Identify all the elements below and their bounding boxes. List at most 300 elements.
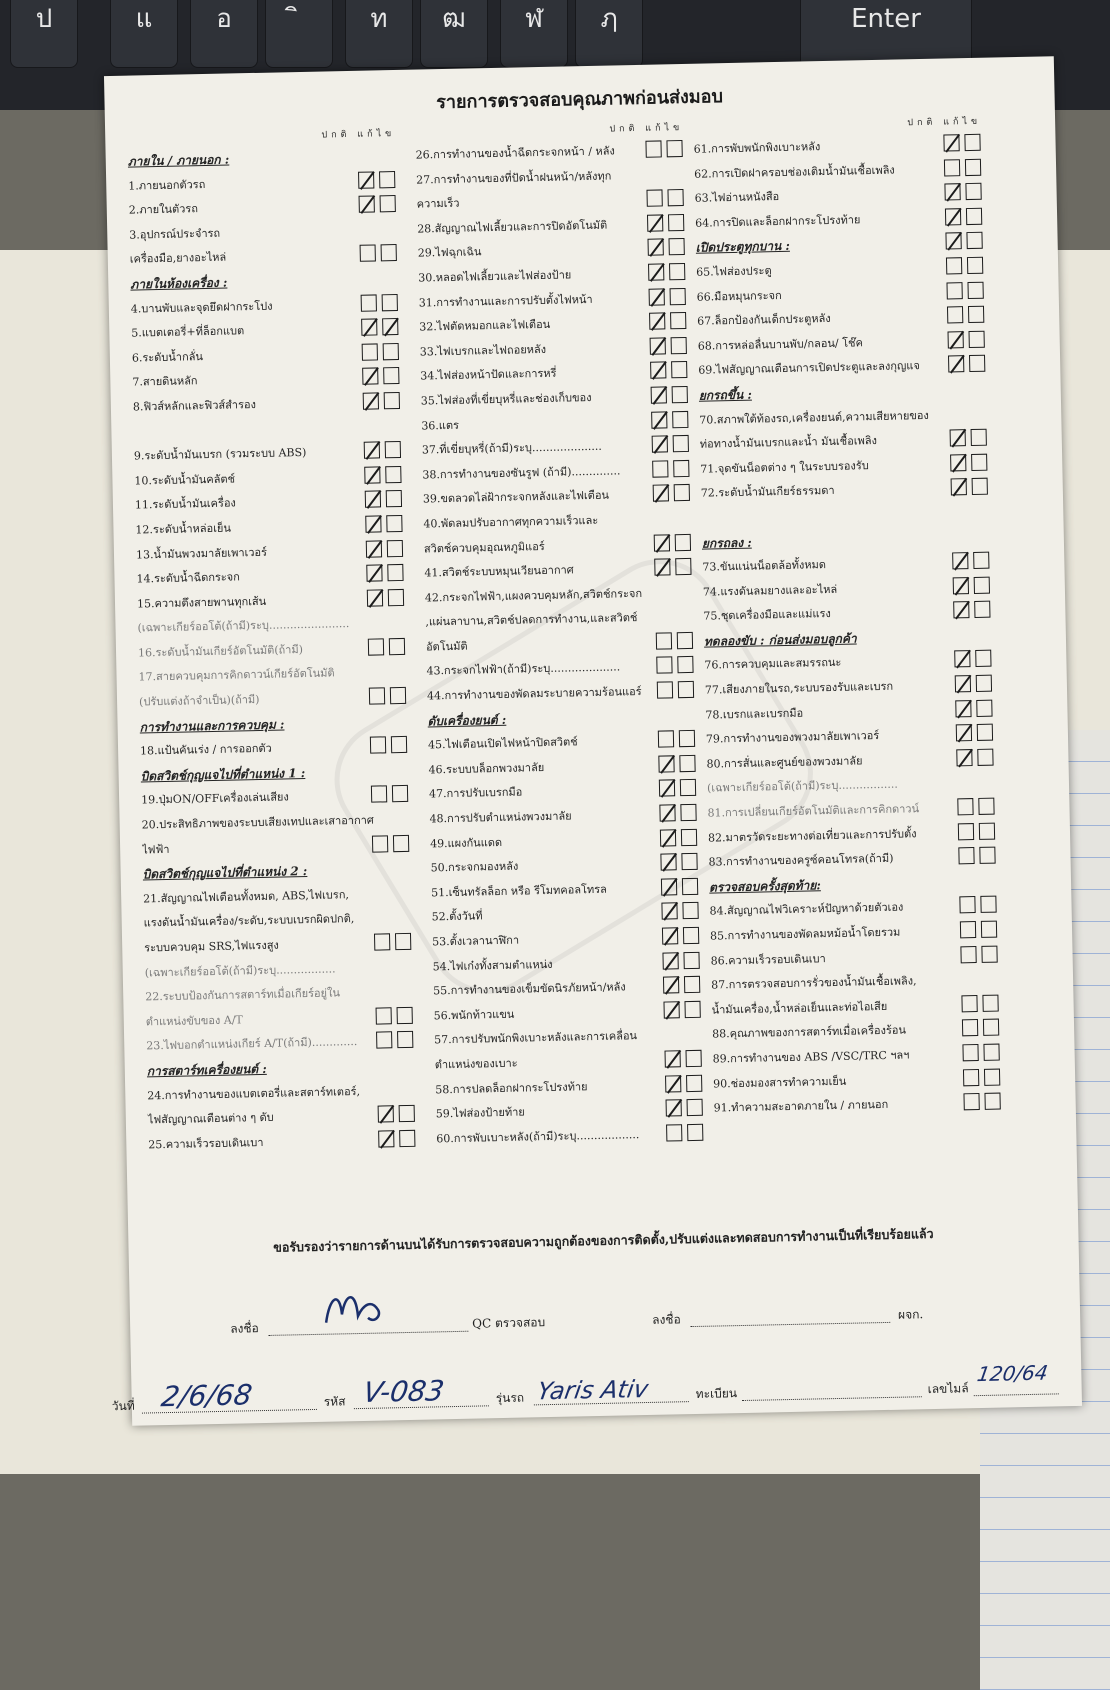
normal-checkbox[interactable] xyxy=(654,558,670,575)
normal-checkbox[interactable] xyxy=(944,159,960,176)
fixed-checkbox[interactable] xyxy=(667,189,683,206)
normal-checkbox[interactable] xyxy=(367,589,383,606)
fixed-checkbox[interactable] xyxy=(382,294,398,311)
normal-checkbox[interactable] xyxy=(364,466,380,483)
checklist-item-text: 62.การเปิดฝาครอบช่องเติมน้ำมันเชื้อเพลิง xyxy=(694,163,895,181)
fixed-checkbox[interactable] xyxy=(682,878,698,895)
checklist-item-text: 5.แบตเตอรี่+ที่ล็อกแบต xyxy=(131,324,245,340)
normal-checkbox[interactable] xyxy=(645,140,661,157)
status-checkboxes xyxy=(651,410,691,430)
normal-checkbox[interactable] xyxy=(372,835,388,852)
status-checkboxes xyxy=(944,158,984,178)
form-title: รายการตรวจสอบคุณภาพก่อนส่งมอบ xyxy=(436,86,724,114)
normal-checkbox[interactable] xyxy=(950,454,966,471)
fixed-checkbox[interactable] xyxy=(674,484,690,501)
normal-checkbox[interactable] xyxy=(958,823,974,840)
checklist-item-text: 14.ระดับน้ำฉีดกระจก xyxy=(136,570,240,586)
checklist-item-text: ,แผ่นลาบาน,สวิตช์ปลดการทำงาน,และสวิตช์ xyxy=(425,611,638,629)
model-label: รุ่นรถ xyxy=(495,1390,525,1406)
normal-checkbox[interactable] xyxy=(647,214,663,231)
fixed-checkbox[interactable] xyxy=(680,804,696,821)
fixed-checkbox[interactable] xyxy=(681,828,697,845)
fixed-checkbox[interactable] xyxy=(968,330,984,347)
fixed-checkbox[interactable] xyxy=(983,1019,999,1036)
status-checkboxes xyxy=(659,779,699,799)
status-checkboxes xyxy=(945,232,985,252)
normal-checkbox[interactable] xyxy=(660,829,676,846)
normal-checkbox[interactable] xyxy=(378,1105,394,1122)
fixed-checkbox[interactable] xyxy=(670,288,686,305)
column-2 xyxy=(415,116,707,1152)
checklist-item-text: 80.การสั่นและศูนย์ของพวงมาลัย xyxy=(706,754,863,771)
fixed-checkbox[interactable] xyxy=(968,306,984,323)
checklist-item-text: เครื่องมือ,ยางอะไหล่ xyxy=(129,250,227,266)
checklist-item-text: 6.ระดับน้ำกลั่น xyxy=(131,349,204,365)
checklist-item-text: 20.ประสิทธิภาพของระบบเสียงเทปและเสาอากาศ xyxy=(141,813,374,832)
checklist-item-text: 25.ความเร็วรอบเดินเบา xyxy=(148,1135,264,1152)
fixed-checkbox[interactable] xyxy=(397,1007,413,1024)
checklist-item-text: 34.ไฟส่องหน้าปัดและการหรี่ xyxy=(420,367,557,383)
status-checkboxes xyxy=(948,355,988,375)
normal-checkbox[interactable] xyxy=(962,1044,978,1061)
status-checkboxes xyxy=(650,361,690,381)
fixed-checkbox[interactable] xyxy=(973,552,989,569)
status-checkboxes xyxy=(958,847,998,867)
fixed-checkbox[interactable] xyxy=(974,601,990,618)
fixed-checkbox[interactable] xyxy=(669,263,685,280)
normal-checkbox[interactable] xyxy=(361,294,377,311)
normal-checkbox[interactable] xyxy=(658,731,674,748)
checklist-item-text: ตำแหน่งของเบาะ xyxy=(434,1056,518,1072)
fixed-checkbox[interactable] xyxy=(685,1050,701,1067)
fixed-checkbox[interactable] xyxy=(984,1068,1000,1085)
normal-checkbox[interactable] xyxy=(959,896,975,913)
fixed-checkbox[interactable] xyxy=(672,386,688,403)
status-checkboxes xyxy=(955,675,995,695)
normal-checkbox[interactable] xyxy=(666,1099,682,1116)
checklist-item-text: 22.ระบบป้องกันการสตาร์ทเมื่อเกียร์อยู่ใน xyxy=(145,986,341,1004)
status-checkboxes xyxy=(658,730,698,750)
qc-label: QC ตรวจสอบ xyxy=(472,1315,546,1331)
normal-checkbox[interactable] xyxy=(368,638,384,655)
status-checkboxes xyxy=(950,453,990,473)
fixed-checkbox[interactable] xyxy=(979,822,995,839)
status-checkboxes xyxy=(661,902,701,922)
fixed-checkbox[interactable] xyxy=(675,533,691,550)
checklist-item-text: 75.ชุดเครื่องมือและแม่แรง xyxy=(703,607,831,623)
fixed-checkbox[interactable] xyxy=(666,140,682,157)
fixed-checkbox[interactable] xyxy=(981,921,997,938)
normal-checkbox[interactable] xyxy=(359,196,375,213)
fixed-checkbox[interactable] xyxy=(668,214,684,231)
checklist-item-text: 11.ระดับน้ำมันเครื่อง xyxy=(134,496,237,512)
normal-checkbox[interactable] xyxy=(365,515,381,532)
fixed-checkbox[interactable] xyxy=(384,392,400,409)
fixed-checkbox[interactable] xyxy=(976,699,992,716)
checklist-item-text: 15.ความตึงสายพานทุกเส้น xyxy=(136,594,267,611)
normal-checkbox[interactable] xyxy=(658,755,674,772)
status-checkboxes xyxy=(656,632,696,652)
normal-checkbox[interactable] xyxy=(958,847,974,864)
fixed-checkbox[interactable] xyxy=(974,576,990,593)
normal-checkbox[interactable] xyxy=(662,927,678,944)
normal-checkbox[interactable] xyxy=(947,331,963,348)
checklist-item-text: 76.การควบคุมและสมรรถนะ xyxy=(704,656,842,673)
status-checkboxes xyxy=(372,834,412,854)
normal-checkbox[interactable] xyxy=(666,1124,682,1141)
fixed-checkbox[interactable] xyxy=(979,847,995,864)
normal-checkbox[interactable] xyxy=(946,282,962,299)
status-checkboxes xyxy=(658,755,698,775)
normal-checkbox[interactable] xyxy=(364,442,380,459)
normal-checkbox[interactable] xyxy=(957,798,973,815)
fixed-checkbox[interactable] xyxy=(969,355,985,372)
normal-checkbox[interactable] xyxy=(374,933,390,950)
status-checkboxes xyxy=(364,466,404,486)
fixed-checkbox[interactable] xyxy=(967,257,983,274)
section-heading-text: เปิดประตูทุกบาน : xyxy=(695,239,790,256)
fixed-checkbox[interactable] xyxy=(673,460,689,477)
status-checkboxes xyxy=(361,293,401,313)
fixed-checkbox[interactable] xyxy=(965,183,981,200)
normal-checkbox[interactable] xyxy=(650,362,666,379)
date-value: 2/6/68 xyxy=(159,1378,255,1414)
normal-checkbox[interactable] xyxy=(649,288,665,305)
normal-checkbox[interactable] xyxy=(661,878,677,895)
fixed-checkbox[interactable] xyxy=(687,1124,703,1141)
normal-checkbox[interactable] xyxy=(376,1007,392,1024)
fixed-checkbox[interactable] xyxy=(679,755,695,772)
keyboard-key: ฦ xyxy=(575,0,643,68)
normal-checkbox[interactable] xyxy=(945,208,961,225)
normal-checkbox[interactable] xyxy=(955,675,971,692)
normal-checkbox[interactable] xyxy=(366,564,382,581)
fixed-checkbox[interactable] xyxy=(981,945,997,962)
mileage-line xyxy=(974,1392,1059,1396)
checklist-item-text: 18.แป้นคันเร่ง / การออกตัว xyxy=(139,741,272,758)
checklist-item-text: 41.สวิตช์ระบบหมุนเวียนอากาศ xyxy=(424,563,574,580)
status-checkboxes xyxy=(963,1093,1003,1113)
checklist-item-text: 43.กระจกไฟฟ้า(ถ้ามี)ระบุ.................... xyxy=(426,660,621,678)
fixed-checkbox[interactable] xyxy=(386,490,402,507)
status-checkboxes xyxy=(960,921,1000,941)
checklist-item-text: 81.การเปลี่ยนเกียร์อัตโนมัติและการคิกดาวน์ xyxy=(707,802,920,820)
fixed-checkbox[interactable] xyxy=(982,994,998,1011)
status-checkboxes xyxy=(645,140,685,160)
checklist-item-text: 67.ล็อกป้องกันเด็กประตูหลัง xyxy=(697,312,831,328)
checklist-item-text: 84.สัญญาณไฟวิเคราะห์ปัญหาด้วยตัวเอง xyxy=(709,900,904,919)
fixed-checkbox[interactable] xyxy=(975,650,991,667)
fixed-checkbox[interactable] xyxy=(390,687,406,704)
checklist-item-text: 86.ความเร็วรอบเดินเบา xyxy=(710,951,826,968)
fixed-checkbox[interactable] xyxy=(971,429,987,446)
fixed-checkbox[interactable] xyxy=(967,281,983,298)
status-checkboxes xyxy=(952,552,992,572)
fixed-checkbox[interactable] xyxy=(381,244,397,261)
status-checkboxes xyxy=(666,1099,706,1119)
checklist-item-text: 82.มาตรวัดระยะทางต่อเที่ยวและการปรับตั้ง xyxy=(707,826,917,845)
fixed-checkbox[interactable] xyxy=(965,158,981,175)
normal-checkbox[interactable] xyxy=(376,1032,392,1049)
fixed-checkbox[interactable] xyxy=(392,785,408,802)
fixed-checkbox[interactable] xyxy=(393,835,409,852)
keyboard-key: ป xyxy=(10,0,78,68)
normal-checkbox[interactable] xyxy=(661,903,677,920)
fixed-checkbox[interactable] xyxy=(391,736,407,753)
fixed-checkbox[interactable] xyxy=(388,589,404,606)
normal-checkbox[interactable] xyxy=(951,478,967,495)
fixed-checkbox[interactable] xyxy=(972,478,988,495)
fixed-checkbox[interactable] xyxy=(386,515,402,532)
fixed-checkbox[interactable] xyxy=(978,798,994,815)
checklist-item xyxy=(713,1091,1003,1122)
fixed-checkbox[interactable] xyxy=(670,312,686,329)
fixed-checkbox[interactable] xyxy=(385,466,401,483)
status-checkboxes xyxy=(659,804,699,824)
checklist-item-text: 26.การทำงานของน้ำฉีดกระจกหน้า / หลัง xyxy=(415,144,615,162)
checklist-item-text: 30.หลอดไฟเลี้ยวและไฟส่องป้าย xyxy=(418,268,572,285)
fixed-checkbox[interactable] xyxy=(383,343,399,360)
checklist-item-text: 64.การปิดและล็อกฝากระโปรงท้าย xyxy=(695,213,861,230)
normal-checkbox[interactable] xyxy=(371,786,387,803)
checklist-item-text: 13.น้ำมันพวงมาลัยเพาเวอร์ xyxy=(135,545,268,562)
status-checkboxes xyxy=(652,435,692,455)
fixed-checkbox[interactable] xyxy=(977,748,993,765)
fixed-checkbox[interactable] xyxy=(686,1074,702,1091)
checklist-item-text: 8.ฟิวส์หลักและฟิวส์สำรอง xyxy=(132,397,257,414)
normal-checkbox[interactable] xyxy=(945,233,961,250)
normal-checkbox[interactable] xyxy=(962,1019,978,1036)
normal-checkbox[interactable] xyxy=(960,946,976,963)
fixed-checkbox[interactable] xyxy=(395,933,411,950)
normal-checkbox[interactable] xyxy=(652,460,668,477)
section-heading-text: ยกรถขึ้น : xyxy=(698,387,752,403)
checklist-item-text: 77.เสียงภายในรถ,ระบบรองรับและเบรก xyxy=(704,679,894,697)
fixed-checkbox[interactable] xyxy=(980,896,996,913)
checklist-item-text: 65.ไฟส่องประตู xyxy=(696,264,772,279)
checklist-form xyxy=(104,56,1082,1426)
fixed-checkbox[interactable] xyxy=(683,951,699,968)
checklist-item-text: 70.สภาพใต้ท้องรถ,เครื่องยนต์,ความเสียหายของ xyxy=(699,408,929,427)
normal-checkbox[interactable] xyxy=(652,435,668,452)
normal-checkbox[interactable] xyxy=(656,657,672,674)
normal-checkbox[interactable] xyxy=(664,1050,680,1067)
fixed-checkbox[interactable] xyxy=(976,675,992,692)
fixed-checkbox[interactable] xyxy=(687,1099,703,1116)
normal-checkbox[interactable] xyxy=(650,337,666,354)
sign-label: ลงชื่อ xyxy=(230,1321,259,1336)
status-checkboxes xyxy=(653,484,693,504)
status-checkboxes xyxy=(646,189,686,209)
status-checkboxes xyxy=(953,576,993,596)
checklist-item-text: 31.การทำงานและการปรับตั้งไฟหน้า xyxy=(418,292,593,310)
checklist-item-text: 3.อุปกรณ์ประจำรถ xyxy=(129,226,221,242)
checklist-item-text: 52.ตั้งวันที่ xyxy=(431,909,483,924)
normal-checkbox[interactable] xyxy=(660,853,676,870)
normal-checkbox[interactable] xyxy=(663,976,679,993)
fixed-checkbox[interactable] xyxy=(677,632,693,649)
fixed-checkbox[interactable] xyxy=(671,361,687,378)
normal-checkbox[interactable] xyxy=(365,491,381,508)
fixed-checkbox[interactable] xyxy=(966,208,982,225)
normal-checkbox[interactable] xyxy=(663,1001,679,1018)
normal-checkbox[interactable] xyxy=(954,651,970,668)
section-heading-text: ยกรถลง : xyxy=(701,535,752,551)
normal-checkbox[interactable] xyxy=(657,681,673,698)
normal-checkbox[interactable] xyxy=(950,429,966,446)
fixed-checkbox[interactable] xyxy=(383,367,399,384)
normal-checkbox[interactable] xyxy=(960,921,976,938)
fixed-checkbox[interactable] xyxy=(983,1044,999,1061)
normal-checkbox[interactable] xyxy=(646,190,662,207)
status-checkboxes xyxy=(364,441,404,461)
normal-checkbox[interactable] xyxy=(943,134,959,151)
fixed-checkbox[interactable] xyxy=(389,638,405,655)
fixed-checkbox[interactable] xyxy=(684,1001,700,1018)
fixed-checkbox[interactable] xyxy=(677,656,693,673)
normal-checkbox[interactable] xyxy=(955,700,971,717)
normal-checkbox[interactable] xyxy=(948,355,964,372)
normal-checkbox[interactable] xyxy=(358,171,374,188)
status-checkboxes xyxy=(368,638,408,658)
normal-checkbox[interactable] xyxy=(659,804,675,821)
checklist-item-text: 79.การทำงานของพวงมาลัยเพาเวอร์ xyxy=(705,729,880,746)
checklist-item-text: สวิตช์ควบคุมอุณหภูมิแอร์ xyxy=(423,539,545,555)
checklist-item-text: 89.การทำงานของ ABS /VSC/TRC ฯลฯ xyxy=(712,1048,910,1066)
checklist-item-text: 91.ทำความสะอาดภายใน / ภายนอก xyxy=(713,1098,889,1115)
status-checkboxes xyxy=(663,1001,703,1021)
checklist-item-text: 45.ไฟเตือนเปิดไฟหน้าปิดสวิตช์ xyxy=(427,735,578,752)
fixed-checkbox[interactable] xyxy=(399,1130,415,1147)
normal-checkbox[interactable] xyxy=(956,724,972,741)
checklist-item-text: 39.ขดลวดไล่ฝ้ากระจกหลังและไฟเตือน xyxy=(422,488,610,506)
fixed-checkbox[interactable] xyxy=(679,730,695,747)
fixed-checkbox[interactable] xyxy=(671,337,687,354)
normal-checkbox[interactable] xyxy=(963,1093,979,1110)
fixed-checkbox[interactable] xyxy=(678,681,694,698)
status-checkboxes xyxy=(366,539,406,559)
normal-checkbox[interactable] xyxy=(963,1069,979,1086)
normal-checkbox[interactable] xyxy=(369,687,385,704)
normal-checkbox[interactable] xyxy=(648,239,664,256)
status-checkboxes xyxy=(366,564,406,584)
normal-checkbox[interactable] xyxy=(665,1075,681,1092)
fixed-checkbox[interactable] xyxy=(682,902,698,919)
checklist-item-text: 48.การปรับตำแหน่งพวงมาลัย xyxy=(429,809,572,826)
fixed-checkbox[interactable] xyxy=(684,976,700,993)
fixed-checkbox[interactable] xyxy=(683,927,699,944)
keyboard-key xyxy=(265,0,333,68)
status-checkboxes xyxy=(661,878,701,898)
normal-checkbox[interactable] xyxy=(366,540,382,557)
normal-checkbox[interactable] xyxy=(360,245,376,262)
keyboard-key: แ xyxy=(110,0,178,68)
fixed-checkbox[interactable] xyxy=(382,318,398,335)
fixed-checkbox[interactable] xyxy=(387,539,403,556)
normal-checkbox[interactable] xyxy=(662,952,678,969)
normal-checkbox[interactable] xyxy=(651,411,667,428)
sign-label-2: ลงชื่อ xyxy=(651,1312,681,1327)
normal-checkbox[interactable] xyxy=(953,577,969,594)
normal-checkbox[interactable] xyxy=(654,534,670,551)
fixed-checkbox[interactable] xyxy=(984,1093,1000,1110)
normal-checkbox[interactable] xyxy=(362,343,378,360)
fixed-checkbox[interactable] xyxy=(672,410,688,427)
status-checkboxes xyxy=(649,312,689,332)
checklist-item-text: 90.ช่องมองสารทำความเย็น xyxy=(713,1074,847,1091)
checklist-item-text: (เฉพาะเกียร์ออโต้(ถ้ามี)ระบุ................. xyxy=(144,962,336,980)
keyboard-key: Enter xyxy=(800,0,972,68)
fixed-checkbox[interactable] xyxy=(681,853,697,870)
normal-checkbox[interactable] xyxy=(362,368,378,385)
status-checkboxes xyxy=(362,367,402,387)
normal-checkbox[interactable] xyxy=(648,263,664,280)
fixed-checkbox[interactable] xyxy=(399,1105,415,1122)
normal-checkbox[interactable] xyxy=(370,737,386,754)
checklist-item-text: 21.สัญญาณไฟเตือนทั้งหมด, ABS,ไฟเบรก, xyxy=(143,887,350,906)
fixed-checkbox[interactable] xyxy=(385,441,401,458)
normal-checkbox[interactable] xyxy=(363,392,379,409)
fixed-checkbox[interactable] xyxy=(668,238,684,255)
normal-checkbox[interactable] xyxy=(653,485,669,502)
status-checkboxes xyxy=(660,853,700,873)
normal-checkbox[interactable] xyxy=(947,306,963,323)
fixed-checkbox[interactable] xyxy=(673,435,689,452)
normal-checkbox[interactable] xyxy=(659,780,675,797)
normal-checkbox[interactable] xyxy=(953,601,969,618)
checklist-item-text: 53.ตั้งเวลานาฬิกา xyxy=(432,933,520,949)
fixed-checkbox[interactable] xyxy=(977,724,993,741)
status-checkboxes xyxy=(374,933,414,953)
status-checkboxes xyxy=(956,724,996,744)
fixed-checkbox[interactable] xyxy=(380,195,396,212)
status-checkboxes xyxy=(951,478,991,498)
status-checkboxes xyxy=(663,976,703,996)
fixed-checkbox[interactable] xyxy=(680,779,696,796)
normal-checkbox[interactable] xyxy=(952,552,968,569)
normal-checkbox[interactable] xyxy=(651,386,667,403)
fixed-checkbox[interactable] xyxy=(397,1031,413,1048)
fixed-checkbox[interactable] xyxy=(387,564,403,581)
keyboard-key: ท xyxy=(345,0,413,68)
fixed-checkbox[interactable] xyxy=(966,232,982,249)
fixed-checkbox[interactable] xyxy=(379,171,395,188)
normal-checkbox[interactable] xyxy=(656,632,672,649)
normal-checkbox[interactable] xyxy=(361,319,377,336)
checklist-item-text: 40.พัดลมปรับอากาศทุกความเร็วและ xyxy=(423,513,599,531)
checklist-item-text: 9.ระดับน้ำมันเบรก (รวมระบบ ABS) xyxy=(133,446,307,463)
checklist-item-text: 38.การทำงานของซันรูฟ (ถ้ามี).............. xyxy=(422,464,621,482)
fixed-checkbox[interactable] xyxy=(971,453,987,470)
normal-checkbox[interactable] xyxy=(944,183,960,200)
checklist-item-text: 47.การปรับเบรกมือ xyxy=(428,785,523,801)
checklist-item-text: 50.กระจกมองหลัง xyxy=(430,859,519,875)
status-checkboxes xyxy=(946,257,986,277)
normal-checkbox[interactable] xyxy=(956,749,972,766)
fixed-checkbox[interactable] xyxy=(675,558,691,575)
normal-checkbox[interactable] xyxy=(378,1130,394,1147)
normal-checkbox[interactable] xyxy=(649,313,665,330)
status-checkboxes xyxy=(947,330,987,350)
checklist-item-text: 69.ไฟสัญญาณเตือนการเปิดประตูและลงกุญแจ xyxy=(698,359,921,378)
checklist-item-text: ท่อทางน้ำมันเบรกและน้ำ มันเชื้อเพลิง xyxy=(699,434,878,451)
status-checkboxes xyxy=(953,601,993,621)
fixed-checkbox[interactable] xyxy=(964,134,980,151)
normal-checkbox[interactable] xyxy=(946,257,962,274)
normal-checkbox[interactable] xyxy=(961,995,977,1012)
status-checkboxes xyxy=(648,263,688,283)
checklist-item-text: 66.มือหมุนกระจก xyxy=(696,288,782,304)
